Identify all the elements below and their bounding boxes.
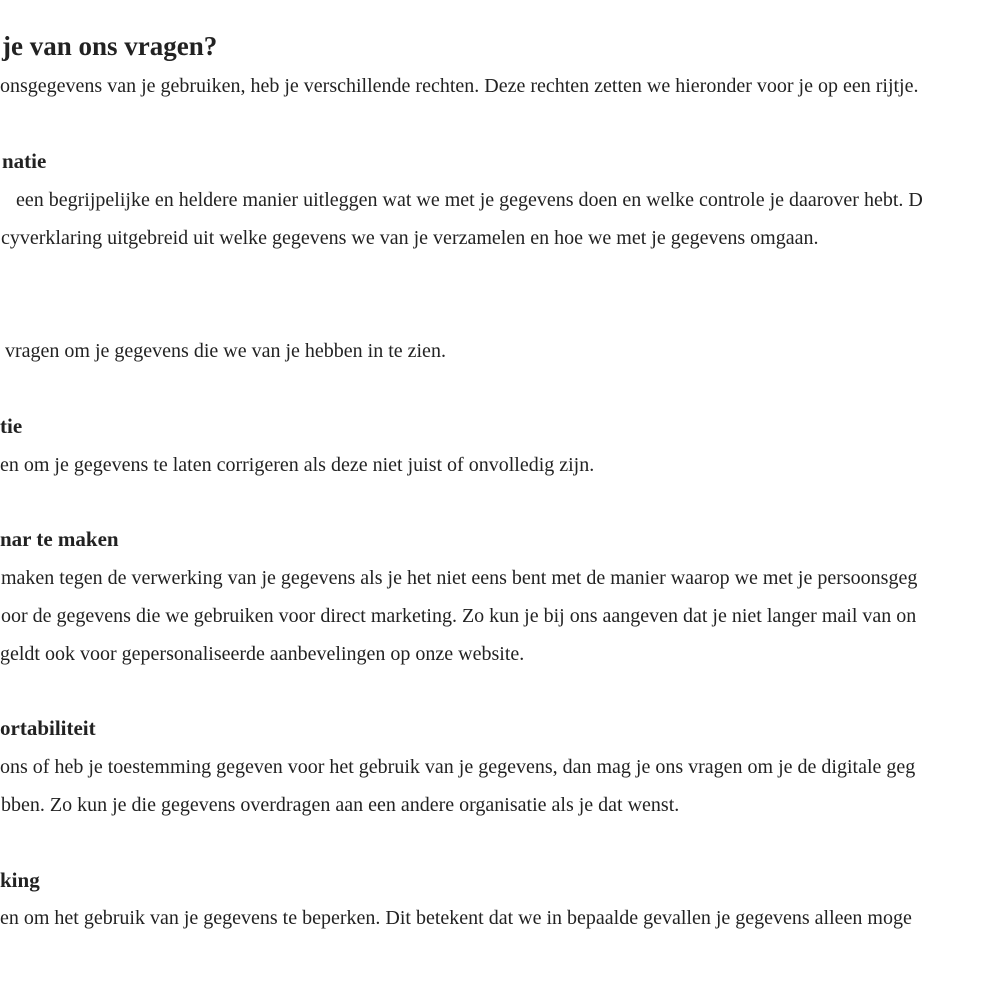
section-heading-objection: nar te maken bbox=[0, 527, 119, 551]
intro-paragraph: onsgegevens van je gebruiken, heb je verschillende rechten. Deze rechten zetten we hieronder voor je op een rijtje. bbox=[0, 75, 919, 97]
section-text-line: vragen om je gegevens die we van je hebben in te zien. bbox=[5, 340, 446, 362]
section-text-line: ons of heb je toestemming gegeven voor het gebruik van je gegevens, dan mag je ons vragen om je de digitale geg bbox=[0, 756, 916, 778]
section-text-line: een begrijpelijke en heldere manier uitleggen wat we met je gegevens doen en welke controle je daarover hebt. D bbox=[16, 189, 923, 211]
section-heading-information: natie bbox=[2, 149, 47, 173]
section-text-line: maken tegen de verwerking van je gegevens als je het niet eens bent met de manier waarop we met je persoonsgeg bbox=[1, 567, 918, 589]
section-heading-restriction: king bbox=[0, 868, 40, 892]
section-text-line: en om het gebruik van je gegevens te beperken. Dit betekent dat we in bepaalde gevallen je gegevens alleen moge bbox=[0, 907, 912, 929]
section-text-line: geldt ook voor gepersonaliseerde aanbevelingen op onze website. bbox=[0, 643, 525, 665]
page-title: je van ons vragen? bbox=[2, 31, 218, 61]
section-text-line: cyverklaring uitgebreid uit welke gegevens we van je verzamelen en hoe we met je gegevens omgaan. bbox=[1, 227, 819, 249]
section-text-line: oor de gegevens die we gebruiken voor direct marketing. Zo kun je bij ons aangeven dat je niet langer mail van on bbox=[1, 605, 917, 627]
section-text-line: en om je gegevens te laten corrigeren als deze niet juist of onvolledig zijn. bbox=[0, 454, 595, 476]
section-heading-rectification: tie bbox=[0, 414, 23, 438]
section-heading-portability: ortabiliteit bbox=[0, 716, 96, 740]
section-text-line: bben. Zo kun je die gegevens overdragen aan een andere organisatie als je dat wenst. bbox=[1, 794, 680, 816]
